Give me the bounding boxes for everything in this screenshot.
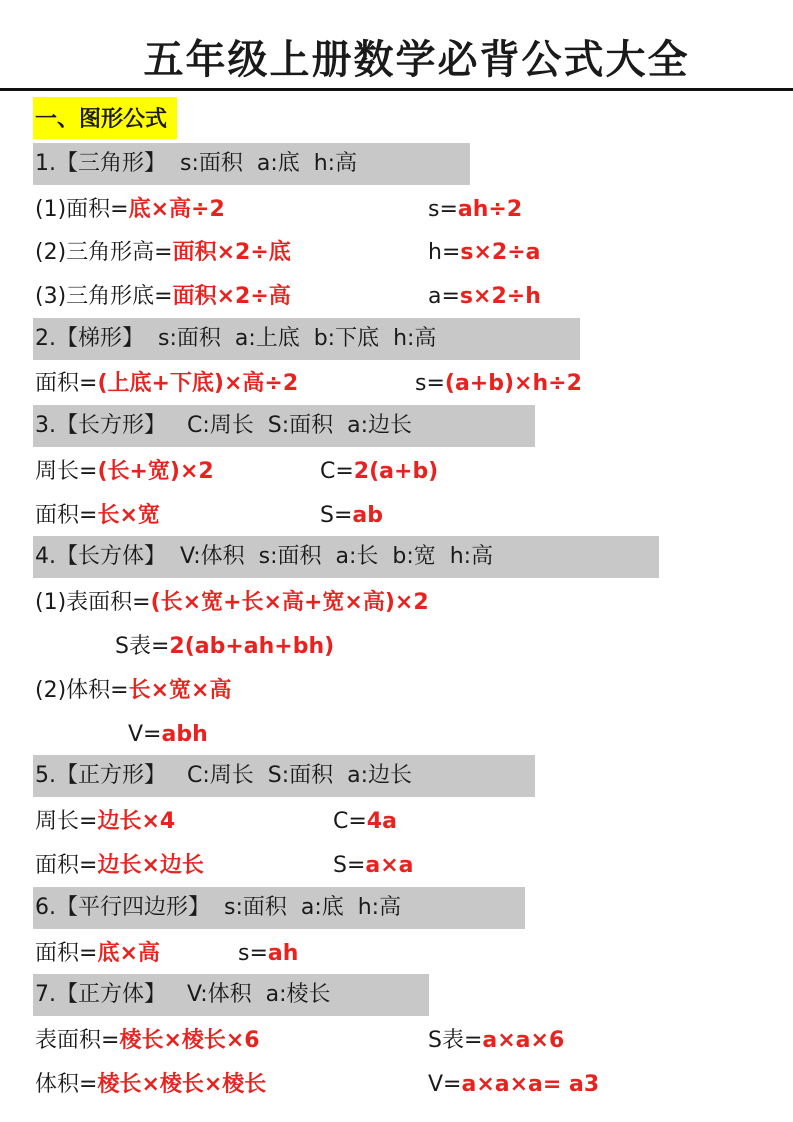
formula-alt: S=ab: [320, 503, 383, 528]
formula-alt: V=a×a×a= a3: [428, 1072, 600, 1097]
page-title: 五年级上册数学必背公式大全: [143, 37, 690, 83]
formula-row: (3)三角形底=面积×2÷高: [35, 284, 291, 309]
formula-row: 面积=底×高: [35, 941, 160, 966]
rectangle-header: 3.【长方形】 C:周长 S:面积 a:边长: [33, 405, 535, 447]
parallelogram-header: 6.【平行四边形】 s:面积 a:底 h:高: [33, 887, 525, 929]
square-header: 5.【正方形】 C:周长 S:面积 a:边长: [33, 755, 535, 797]
formula-row: S表=2(ab+ah+bh): [115, 634, 335, 659]
formula-row: (2)三角形高=面积×2÷底: [35, 240, 291, 265]
formula-row: 面积=长×宽: [35, 503, 160, 528]
title-divider: [0, 88, 793, 91]
formula-alt: h=s×2÷a: [428, 240, 541, 265]
formula-row: 面积=边长×边长: [35, 853, 204, 878]
formula-alt: C=4a: [333, 809, 397, 834]
formula-row: (1)表面积=(长×宽+长×高+宽×高)×2: [35, 590, 429, 615]
section-heading: 一、图形公式: [33, 97, 177, 139]
cube-header: 7.【正方体】 V:体积 a:棱长: [33, 974, 429, 1016]
trapezoid-header: 2.【梯形】 s:面积 a:上底 b:下底 h:高: [33, 318, 580, 360]
formula-row: 面积=(上底+下底)×高÷2: [35, 371, 299, 396]
formula-row: (1)面积=底×高÷2: [35, 197, 225, 222]
formula-alt: a=s×2÷h: [428, 284, 541, 309]
formula-row: 体积=棱长×棱长×棱长: [35, 1072, 267, 1097]
triangle-header: 1.【三角形】 s:面积 a:底 h:高: [33, 143, 470, 185]
formula-alt: S=a×a: [333, 853, 414, 878]
formula-alt: C=2(a+b): [320, 459, 439, 484]
formula-row: 表面积=棱长×棱长×6: [35, 1028, 260, 1053]
cuboid-header: 4.【长方体】 V:体积 s:面积 a:长 b:宽 h:高: [33, 536, 659, 578]
formula-alt: S表=a×a×6: [428, 1028, 565, 1053]
formula-alt: s=ah: [238, 941, 299, 966]
formula-row: 周长=边长×4: [35, 809, 176, 834]
formula-row: V=abh: [128, 722, 208, 747]
formula-row: 周长=(长+宽)×2: [35, 459, 214, 484]
formula-alt: s=(a+b)×h÷2: [415, 371, 582, 396]
formula-row: (2)体积=长×宽×高: [35, 678, 232, 703]
formula-alt: s=ah÷2: [428, 197, 523, 222]
